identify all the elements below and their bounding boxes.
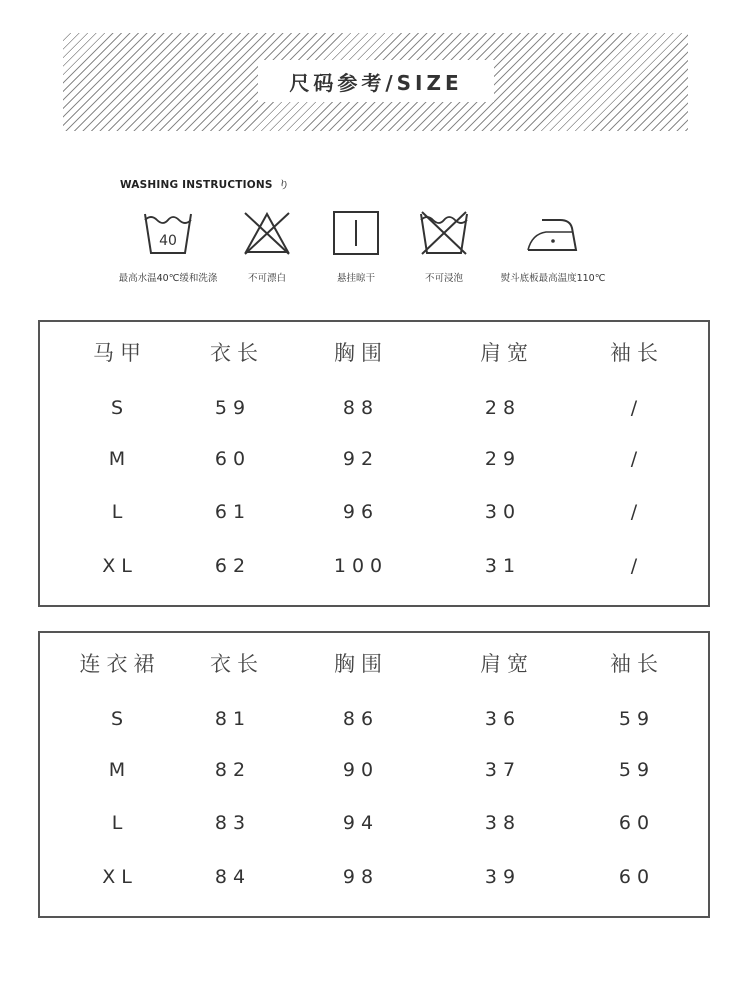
table-header-row [40,644,708,684]
table-cell: 82 [214,759,252,781]
table-row [40,492,708,532]
table-cell: 29 [484,448,522,470]
iron-icon [526,212,580,254]
hang-dry-icon [332,210,380,256]
table-cell: 92 [342,448,380,470]
washing-instructions-heading [120,177,289,192]
table-cell: 94 [342,812,380,834]
table-header-cell: 袖长 [610,341,664,365]
table-cell: 90 [342,759,380,781]
wash-tub-temperature: 40 [159,233,177,249]
table-cell: 38 [484,812,522,834]
table-cell: 37 [484,759,522,781]
table-row [40,803,708,843]
table-row [40,857,708,897]
table-header-cell: 胸围 [334,652,388,676]
table-cell: 59 [214,397,252,419]
table-cell: S [110,708,130,730]
wash-label-3: 不可浸泡 [424,273,464,284]
table-cell: 86 [342,708,380,730]
table-cell: / [630,448,644,470]
size-table-dress [38,631,710,918]
wash-label-1: 不可漂白 [247,273,287,284]
table-header-cell: 衣长 [210,341,264,365]
table-cell: L [111,812,129,834]
table-cell: 39 [484,866,522,888]
table-cell: XL [102,555,138,577]
no-soak-icon [418,208,470,256]
table-header-cell: 肩宽 [480,652,534,676]
table-header-row [40,333,708,373]
table-cell: 30 [484,501,522,523]
table-cell: 96 [342,501,380,523]
table-cell: 28 [484,397,522,419]
table-cell: 59 [618,759,656,781]
table-row [40,388,708,428]
table-cell: / [630,555,644,577]
table-cell: M [108,759,132,781]
washing-heading-text: WASHING INSTRUCTIONS [120,179,273,191]
table-header-cell: 胸围 [334,341,388,365]
table-header-cell: 肩宽 [480,341,534,365]
table-cell: / [630,397,644,419]
no-bleach-icon [240,208,294,256]
table-cell: 31 [484,555,522,577]
size-banner-title: 尺码参考/SIZE [258,60,494,102]
washing-heading-suffix: り [278,179,290,191]
table-cell: 60 [214,448,252,470]
table-cell: 61 [214,501,252,523]
table-row [40,546,708,586]
wash-label-4: 熨斗底板最高温度110℃ [500,273,606,284]
size-table-vest [38,320,710,607]
table-cell: M [108,448,132,470]
table-cell: 100 [333,555,389,577]
table-cell: 88 [342,397,380,419]
table-row [40,750,708,790]
table-cell: 36 [484,708,522,730]
table-cell: 81 [214,708,252,730]
wash-label-2: 悬挂晾干 [336,273,376,284]
table-cell: / [630,501,644,523]
table-cell: XL [102,866,138,888]
wash-40-tub-icon [142,208,194,256]
table-cell: 60 [618,866,656,888]
table-header-cell: 连衣裙 [79,652,161,676]
table-cell: 83 [214,812,252,834]
table-header-cell: 衣长 [210,652,264,676]
wash-label-0: 最高水温40℃缓和洗涤 [118,273,218,284]
table-row [40,699,708,739]
table-header-cell: 袖长 [610,652,664,676]
table-header-cell: 马甲 [93,341,147,365]
table-cell: 98 [342,866,380,888]
table-cell: 62 [214,555,252,577]
table-row [40,439,708,479]
table-cell: 59 [618,708,656,730]
table-cell: S [110,397,130,419]
table-cell: L [111,501,129,523]
table-cell: 84 [214,866,252,888]
table-cell: 60 [618,812,656,834]
